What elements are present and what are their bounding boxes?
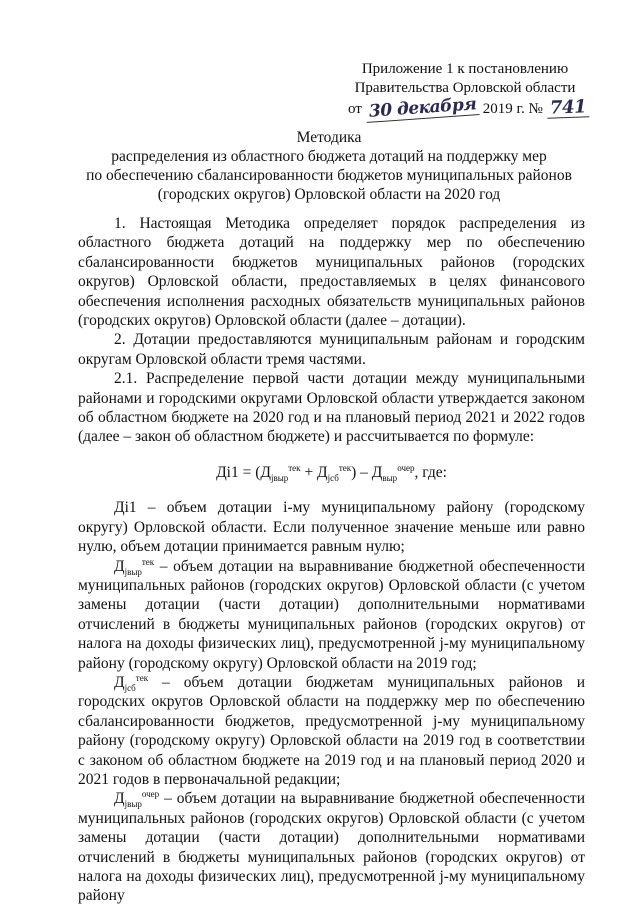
appendix-line-1: Приложение 1 к постановлению — [361, 61, 569, 77]
title-line-3: по обеспечению сбалансированности бюджетов муниципальных районов — [86, 167, 572, 184]
handwritten-date: 30 декабря — [365, 95, 480, 123]
paragraph-2: 2. Дотации предоставляются муниципальным районам и городским округам Орловской области тремя частями. — [78, 331, 585, 368]
definition-djsb-tek: $Д_{jсб}^{тек}$ – объем дотации бюджетам муниципальных районов и городских округов Орловской области на поддержку мер по обеспечению сбалансированности бюджетов, предусмотренной j-му муниципальному району (городскому округу) Орловской области на 2019 год в соответствии с законом об областном бюджете на 2019 год и на плановый период 2020 и 2021 годов в первоначальной редакции; — [78, 672, 585, 788]
appendix-line-2: Правительства Орловской области — [354, 80, 576, 96]
formula: $Дi1 = (Д_{jвыр}^{тек} + Д_{jсб}^{тек}) - Д_{выр}^{очер}$, где: — [216, 462, 447, 483]
definition-dvyr-ocher: $Д_{jвыр}^{очер}$ – объем дотации на выравнивание бюджетной обеспеченности муниципальных районов (городских округов) Орловской области (с учетом замены дотации (части дотации) дополнительными нормативами отчислений в бюджеты муниципальных районов (городских округов) от налога на доходы физических лиц), предусмотренной j-му муниципальному району — [78, 789, 585, 905]
title-line-2: распределения из областного бюджета дотаций на поддержку мер — [111, 148, 547, 165]
definition-djvyr-tek: $Д_{jвыр}^{тек}$ – объем дотации на выравнивание бюджетной обеспеченности муниципальных районов (городских округов) Орловской области (с учетом замены дотации (части дотации) дополнительными нормативами отчислений в бюджеты муниципальных районов (городских округов) от налога на доходы физических лиц), предусмотренной j-му муниципальному району (городскому округу) Орловской области на 2019 год; — [78, 556, 585, 672]
appendix-date-line — [340, 94, 590, 122]
document-body — [78, 214, 585, 906]
paragraph-1: 1. Настоящая Методика определяет порядок распределения из областного бюджета дотаций на поддержку мер по обеспечению сбалансированности бюджетов муниципальных районов (городских округов) Орловской области, предоставляемых в целях финансового обеспечения исполнения расходных обязательств муниципальных районов (городских округов) Орловской области (далее – дотации). — [78, 215, 585, 330]
year-text: 2019 г. № — [482, 101, 543, 117]
definition-di1: Дi1 – объем дотации i-му муниципальному району (городскому округу) Орловской области. Если полученное значение меньше или равно нулю, объем дотации принимается равным нулю; — [78, 499, 585, 556]
date-prefix: от — [348, 101, 362, 117]
title-line-4: (городских округов) Орловской области на 2020 год — [157, 186, 501, 203]
handwritten-number: 741 — [546, 97, 589, 118]
document-title — [78, 128, 580, 204]
appendix-header — [340, 60, 590, 122]
title-line-1: Методика — [296, 129, 362, 146]
paragraph-2-1: 2.1. Распределение первой части дотации между муниципальными районами и городскими округами Орловской области утверждается законом об областном бюджете на 2020 год и на плановый период 2021 и 2022 годов (далее – закон об областном бюджете) и рассчитывается по формуле: — [78, 370, 585, 446]
